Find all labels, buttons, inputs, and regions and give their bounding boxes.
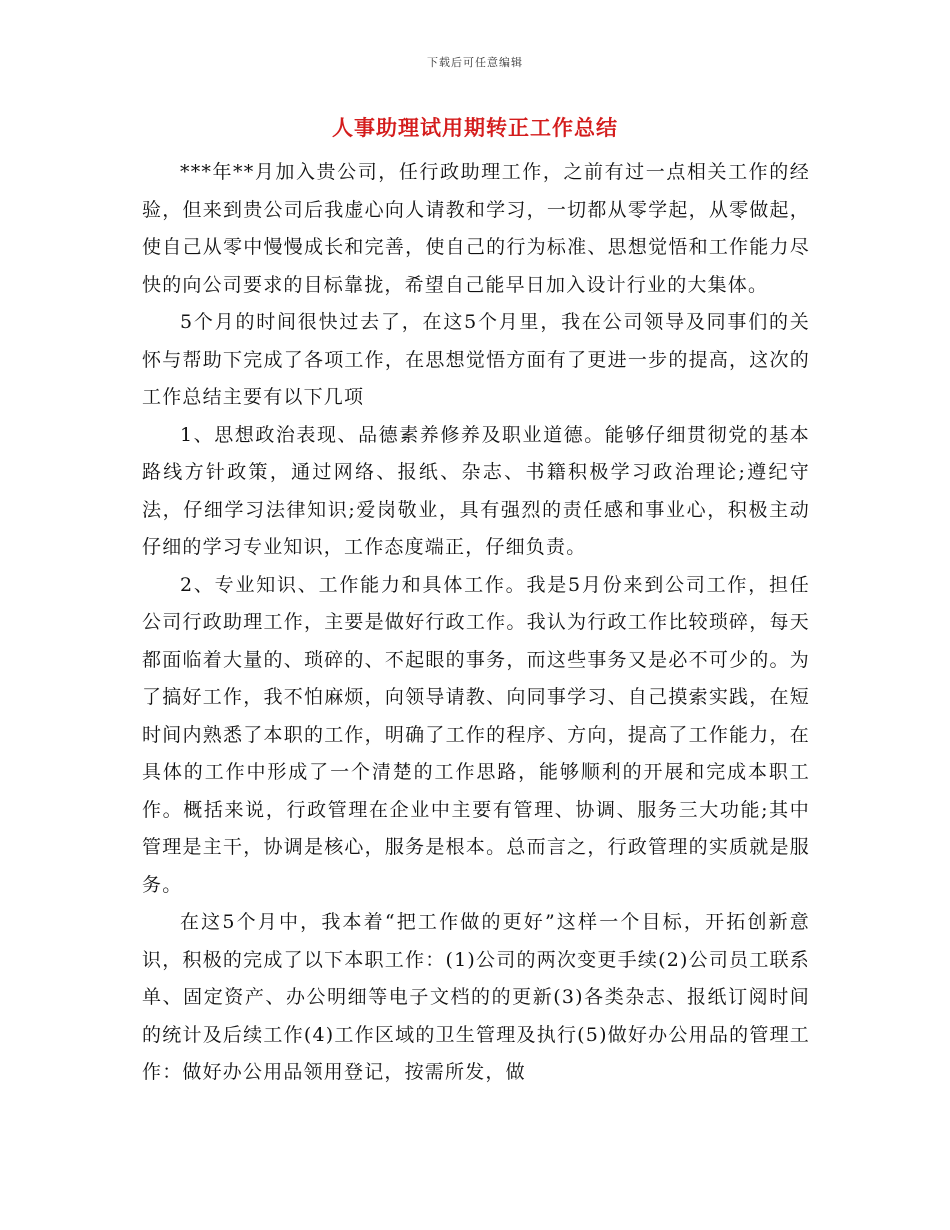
paragraph-duties: 在这5个月中，我本着“把工作做的更好”这样一个目标，开拓创新意识，积极的完成了以下本职工作：(1)公司的两次变更手续(2)公司员工联系单、固定资产、办公明细等电子文档的的更新(3)各类杂志、报纸订阅时间的统计及后续工作(4)工作区域的卫生管理及执行(5)做好办公用品的管理工作：做好办公用品领用登记，按需所发，做: [142, 911, 810, 1083]
document-title: 人事助理试用期转正工作总结: [332, 115, 618, 140]
paragraph-item-2: 2、专业知识、工作能力和具体工作。我是5月份来到公司工作，担任公司行政助理工作，主要是做好行政工作。我认为行政工作比较琐碎，每天都面临着大量的、琐碎的、不起眼的事务，而这些事务又是必不可少的。为了搞好工作，我不怕麻烦，向领导请教、向同事学习、自己摸索实践，在短时间内熟悉了本职的工作，明确了工作的程序、方向，提高了工作能力，在具体的工作中形成了一个清楚的工作思路，能够顺利的开展和完成本职工作。概括来说，行政管理在企业中主要有管理、协调、服务三大功能;其中管理是主干，协调是核心，服务是根本。总而言之，行政管理的实质就是服务。: [142, 573, 810, 896]
header-note: 下载后可任意编辑: [427, 56, 523, 69]
document-body: [142, 154, 810, 1092]
paragraph-overview: 5个月的时间很快过去了，在这5个月里，我在公司领导及同事们的关怀与帮助下完成了各项工作，在思想觉悟方面有了更进一步的提高，这次的工作总结主要有以下几项: [142, 311, 810, 408]
paragraph-item-1: 1、思想政治表现、品德素养修养及职业道德。能够仔细贯彻党的基本路线方针政策，通过网络、报纸、杂志、书籍积极学习政治理论;遵纪守法，仔细学习法律知识;爱岗敬业，具有强烈的责任感和事业心，积极主动仔细的学习专业知识，工作态度端正，仔细负责。: [142, 423, 810, 558]
paragraph-intro: ***年**月加入贵公司，任行政助理工作，之前有过一点相关工作的经验，但来到贵公司后我虚心向人请教和学习，一切都从零学起，从零做起，使自己从零中慢慢成长和完善，使自己的行为标准、思想觉悟和工作能力尽快的向公司要求的目标靠拢，希望自己能早日加入设计行业的大集体。: [142, 161, 810, 296]
